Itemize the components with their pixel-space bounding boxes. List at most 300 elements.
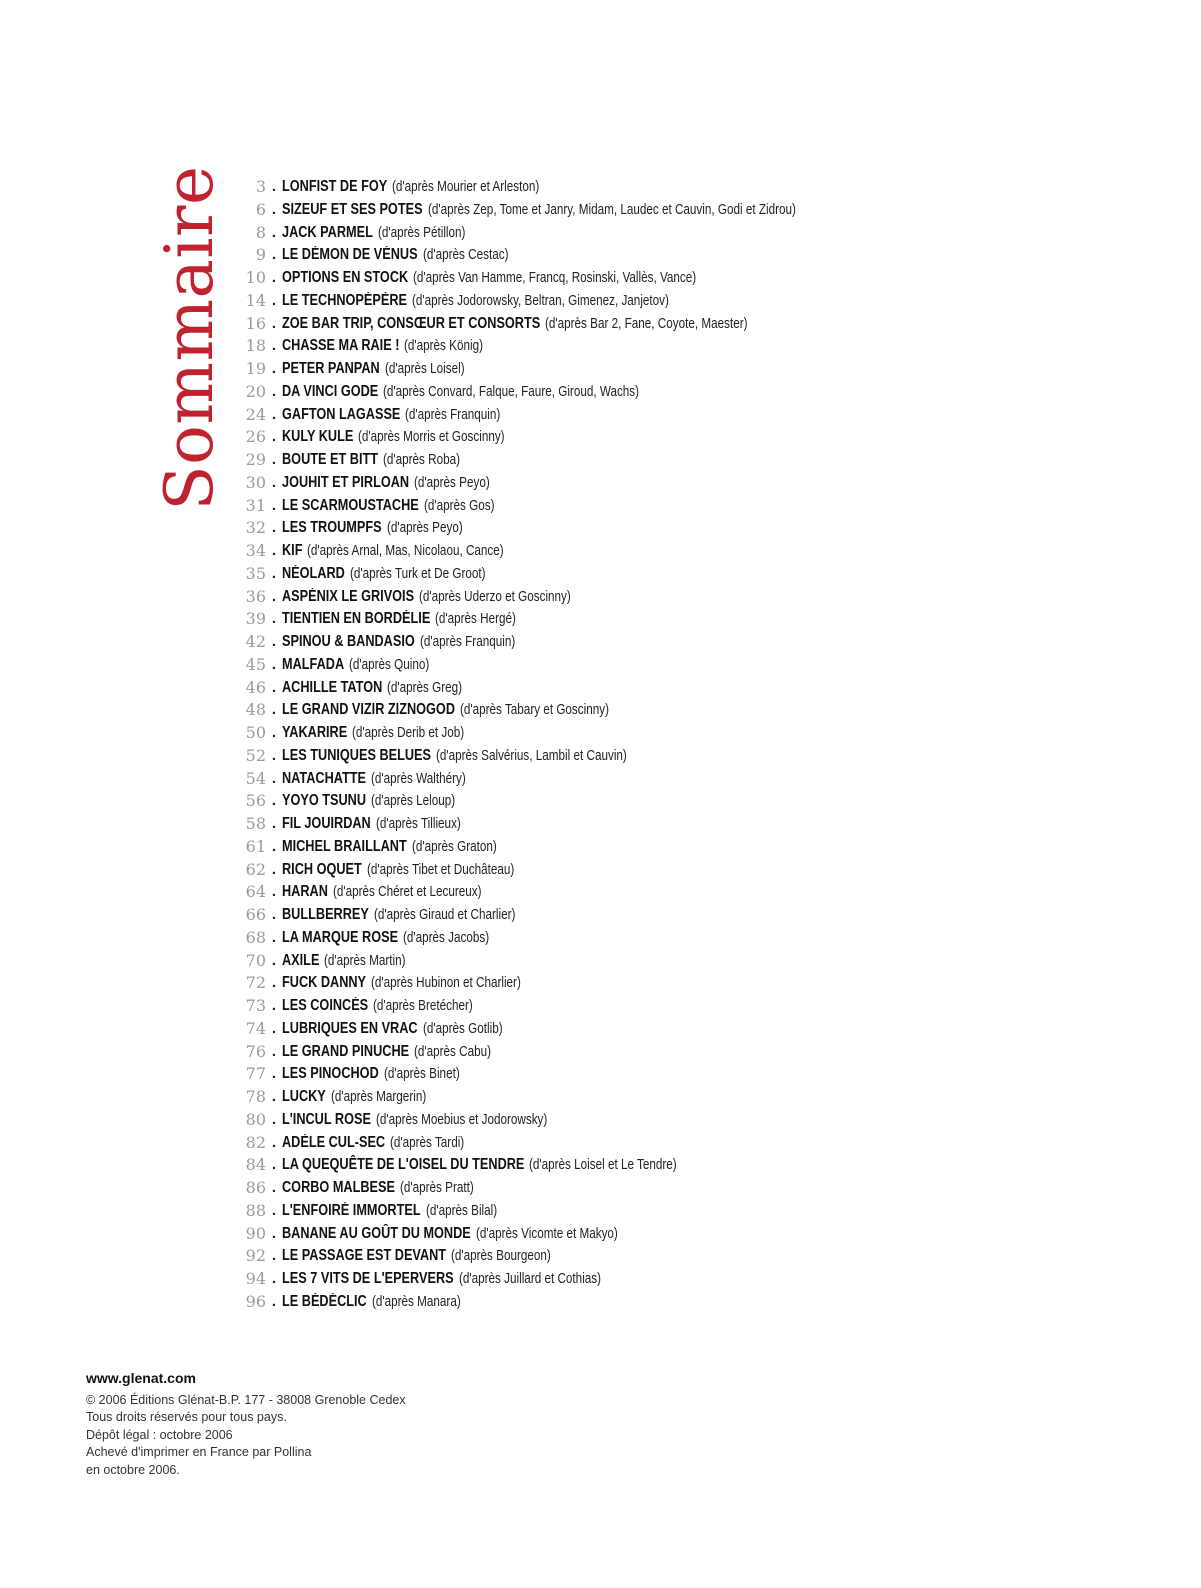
toc-text	[282, 768, 493, 791]
toc-text	[282, 995, 501, 1018]
toc-text	[282, 267, 776, 290]
toc-text	[282, 563, 524, 586]
toc-entry	[238, 995, 1138, 1018]
toc-entry	[238, 1109, 1138, 1132]
toc-credit: (d'après Chéret et Lecureux)	[332, 883, 482, 901]
toc-text	[282, 199, 899, 222]
toc-page-number: 48	[245, 700, 266, 720]
colophon-line: © 2006 Éditions Glénat-B.P. 177 - 38008 Grenoble Cedex	[86, 1392, 406, 1407]
toc-separator: .	[271, 1247, 277, 1265]
toc-credit: (d'après Jacobs)	[403, 928, 490, 946]
toc-credit: (d'après Cabu)	[414, 1042, 492, 1060]
toc-text	[282, 972, 563, 995]
toc-credit: (d'après Tardi)	[390, 1133, 465, 1151]
toc-page-number: 70	[245, 950, 266, 970]
toc-credit: (d'après Hubinon et Charlier)	[371, 974, 521, 992]
toc-entry	[238, 1132, 1138, 1155]
toc-text	[282, 790, 479, 813]
toc-separator: .	[271, 1042, 277, 1060]
toc-text	[282, 1109, 596, 1132]
toc-page-number: 45	[245, 654, 266, 674]
toc-separator: .	[271, 291, 277, 309]
toc-separator: .	[271, 792, 277, 810]
toc-entry	[238, 699, 1138, 722]
toc-credit: (d'après Loisel)	[384, 360, 465, 377]
toc-credit: (d'après Greg)	[387, 678, 463, 696]
toc-entry	[238, 176, 1138, 199]
toc-entry	[238, 631, 1138, 654]
toc-entry	[238, 1268, 1138, 1291]
toc-credit: (d'après Gotlib)	[422, 1019, 503, 1037]
toc-entry	[238, 472, 1138, 495]
toc-entry	[238, 677, 1138, 700]
toc-separator: .	[271, 496, 277, 514]
toc-entry	[238, 972, 1138, 995]
toc-title: L'INCUL ROSE	[282, 1110, 371, 1128]
toc-entry	[238, 1063, 1138, 1086]
toc-separator: .	[271, 1270, 277, 1287]
toc-entry	[238, 904, 1138, 927]
toc-separator: .	[271, 1179, 277, 1196]
toc-entry	[238, 813, 1138, 836]
toc-entry	[238, 1291, 1138, 1314]
toc-separator: .	[271, 1133, 277, 1151]
toc-credit: (d'après Franquin)	[405, 405, 501, 423]
toc-entry	[238, 1177, 1138, 1200]
toc-separator: .	[271, 1088, 277, 1105]
toc-entry	[238, 927, 1138, 950]
toc-entry	[238, 358, 1138, 381]
toc-page-number: 50	[245, 723, 266, 742]
toc-text	[282, 222, 490, 245]
toc-title: KIF	[282, 542, 303, 559]
toc-separator: .	[271, 860, 277, 878]
toc-page-number: 26	[245, 427, 266, 447]
toc-page-number: 31	[245, 495, 266, 515]
toc-entry	[238, 1154, 1138, 1177]
toc-entry	[238, 654, 1138, 677]
toc-text	[282, 859, 556, 882]
toc-title: RICH OQUET	[282, 860, 362, 878]
toc-separator: .	[271, 587, 277, 605]
toc-page-number: 84	[245, 1155, 266, 1175]
toc-page-number: 32	[245, 518, 266, 538]
colophon	[86, 1370, 586, 1479]
toc-credit: (d'après Loisel et Le Tendre)	[529, 1156, 678, 1174]
toc-entry	[238, 950, 1138, 973]
toc-page-number: 8	[255, 222, 266, 242]
toc-text	[282, 1223, 658, 1246]
toc-text	[282, 335, 506, 358]
toc-entry	[238, 608, 1138, 631]
toc-credit: (d'après Jodorowsky, Beltran, Gimenez, Janjetov)	[412, 291, 669, 309]
toc-text	[282, 1018, 525, 1041]
toc-credit: (d'après Binet)	[383, 1065, 460, 1083]
toc-credit: (d'après Franquin)	[419, 633, 515, 650]
toc-page-number: 19	[245, 359, 266, 378]
toc-separator: .	[271, 610, 277, 628]
toc-page-number: 3	[255, 177, 266, 196]
toc-separator: .	[271, 928, 277, 946]
toc-entry	[238, 517, 1138, 540]
toc-text	[282, 426, 546, 449]
toc-credit: (d'après Van Hamme, Francq, Rosinski, Vallès, Vance)	[413, 269, 697, 286]
toc-title: HARAN	[282, 883, 328, 901]
toc-title: LA MARQUE ROSE	[282, 928, 399, 946]
toc-page-number: 30	[245, 472, 266, 492]
toc-separator: .	[271, 473, 277, 491]
toc-separator: .	[271, 883, 277, 901]
toc-credit: (d'après Morris et Goscinny)	[358, 428, 505, 446]
toc-separator: .	[271, 746, 277, 764]
toc-title: YAKARIRE	[282, 724, 348, 741]
toc-text	[282, 1245, 579, 1268]
toc-separator: .	[271, 724, 277, 741]
toc-separator: .	[271, 678, 277, 696]
toc-page-number: 86	[245, 1178, 266, 1197]
toc-credit: (d'après Juillard et Cothias)	[458, 1270, 601, 1287]
toc-title: BULLBERREY	[282, 906, 369, 923]
toc-separator: .	[271, 997, 277, 1014]
toc-title: TIENTIEN EN BORDÉLIE	[282, 610, 431, 628]
toc-text	[282, 813, 485, 836]
toc-text	[282, 950, 429, 973]
toc-page-number: 42	[245, 632, 266, 651]
toc-title: CORBO MALBESE	[282, 1179, 395, 1196]
toc-entry	[238, 859, 1138, 882]
toc-page-number: 96	[245, 1291, 266, 1311]
toc-page-number: 68	[245, 927, 266, 947]
toc-title: SIZEUF ET SES POTES	[282, 200, 423, 218]
toc-title: LUBRIQUES EN VRAC	[282, 1019, 418, 1037]
toc-text	[282, 381, 712, 404]
toc-separator: .	[271, 178, 277, 195]
toc-separator: .	[271, 428, 277, 446]
toc-entry	[238, 222, 1138, 245]
toc-page-number: 62	[245, 859, 266, 879]
toc-page-number: 14	[245, 290, 266, 310]
toc-page-number: 10	[245, 268, 266, 287]
toc-separator: .	[271, 701, 277, 719]
toc-title: LES 7 VITS DE L'EPERVERS	[282, 1270, 454, 1287]
toc-page-number: 82	[245, 1132, 266, 1152]
toc-page-number: 72	[245, 973, 266, 993]
toc-entry	[238, 335, 1138, 358]
toc-text	[282, 1086, 453, 1109]
toc-separator: .	[271, 633, 277, 650]
toc-credit: (d'après Bilal)	[425, 1201, 497, 1219]
toc-separator: .	[271, 1224, 277, 1242]
toc-separator: .	[271, 769, 277, 787]
toc-page-number: 56	[245, 791, 266, 811]
toc-page-number: 36	[245, 586, 266, 606]
toc-page-number: 6	[255, 199, 266, 219]
toc-credit: (d'après Manara)	[371, 1292, 461, 1310]
toc-title: DA VINCI GODE	[282, 382, 379, 400]
toc-credit: (d'après Salvérius, Lambil et Cauvin)	[436, 746, 627, 764]
toc-credit: (d'après Graton)	[411, 837, 497, 855]
toc-separator: .	[271, 837, 277, 855]
toc-entry	[238, 267, 1138, 290]
toc-entry	[238, 745, 1138, 768]
toc-separator: .	[271, 1201, 277, 1219]
toc-credit: (d'après Roba)	[383, 451, 461, 468]
toc-page-number: 20	[245, 381, 266, 401]
toc-credit: (d'après Derib et Job)	[352, 724, 465, 741]
toc-title: ADÈLE CUL-SEC	[282, 1133, 386, 1151]
toc-title: ZOE BAR TRIP, CONSŒUR ET CONSORTS	[282, 314, 541, 332]
toc-credit: (d'après Peyo)	[386, 519, 463, 537]
toc-page-number: 58	[245, 814, 266, 833]
toc-text	[282, 313, 805, 336]
toc-entry	[238, 244, 1138, 267]
toc-entry	[238, 768, 1138, 791]
toc-text	[282, 1291, 485, 1314]
toc-page-number: 54	[245, 768, 266, 788]
toc-separator: .	[271, 451, 277, 468]
toc-page-number: 73	[245, 996, 266, 1015]
toc-text	[282, 290, 741, 313]
toc-page-number: 76	[245, 1041, 266, 1061]
page-title: Sommaire	[151, 165, 228, 511]
toc-page-number: 29	[245, 450, 266, 469]
toc-entry	[238, 1086, 1138, 1109]
colophon-line: en octobre 2006.	[86, 1462, 180, 1477]
toc-text	[282, 1063, 481, 1086]
toc-entry	[238, 495, 1138, 518]
toc-separator: .	[271, 314, 277, 332]
toc-entry	[238, 426, 1138, 449]
toc-page-number: 78	[245, 1087, 266, 1106]
toc-title: FIL JOUIRDAN	[282, 815, 371, 832]
toc-entry	[238, 881, 1138, 904]
toc-credit: (d'après Peyo)	[414, 473, 490, 491]
toc-separator: .	[271, 1110, 277, 1128]
toc-text	[282, 654, 452, 677]
toc-page-number: 34	[245, 541, 266, 560]
toc-title: SPINOU & BANDASIO	[282, 633, 415, 650]
toc-text	[282, 1200, 517, 1223]
publisher-website-link[interactable]: www.glenat.com	[86, 1370, 196, 1386]
toc-credit: (d'après Martin)	[324, 951, 406, 969]
toc-credit: (d'après Bourgeon)	[451, 1247, 551, 1265]
toc-title: OPTIONS EN STOCK	[282, 269, 409, 286]
toc-entry	[238, 836, 1138, 859]
toc-text	[282, 677, 484, 700]
toc-text	[282, 881, 523, 904]
toc-separator: .	[271, 246, 277, 264]
toc-title: L'ENFOIRÉ IMMORTEL	[282, 1201, 421, 1219]
toc-text	[282, 472, 511, 495]
toc-text	[282, 517, 484, 540]
toc-title: LE GRAND VIZIR ZIZNOGOD	[282, 701, 455, 719]
toc-separator: .	[271, 223, 277, 241]
toc-credit: (d'après Pétillon)	[377, 223, 466, 241]
toc-credit: (d'après Vicomte et Makyo)	[475, 1224, 618, 1242]
toc-entry	[238, 199, 1138, 222]
toc-title: ACHILLE TATON	[282, 678, 383, 696]
toc-credit: (d'après König)	[404, 337, 484, 355]
toc-credit: (d'après Zep, Tome et Janry, Midam, Laudec et Cauvin, Godi et Zidrou)	[427, 200, 796, 218]
toc-entry	[238, 790, 1138, 813]
toc-page-number: 90	[245, 1223, 266, 1243]
toc-title: LA QUEQUÊTE DE L'OISEL DU TENDRE	[282, 1156, 525, 1174]
toc-title: CHASSE MA RAIE !	[282, 337, 400, 355]
toc-credit: (d'après Mourier et Arleston)	[392, 178, 540, 195]
toc-text	[282, 176, 581, 199]
toc-title: NÉOLARD	[282, 564, 345, 582]
toc-entry	[238, 1200, 1138, 1223]
toc-separator: .	[271, 405, 277, 423]
toc-entry	[238, 1245, 1138, 1268]
colophon-line: Tous droits réservés pour tous pays.	[86, 1410, 287, 1424]
toc-text	[282, 699, 651, 722]
toc-entry	[238, 313, 1138, 336]
toc-page-number: 39	[245, 609, 266, 629]
toc-title: LE SCARMOUSTACHE	[282, 496, 419, 514]
toc-text	[282, 358, 487, 381]
toc-page-number: 88	[245, 1200, 266, 1220]
toc-credit: (d'après Arnal, Mas, Nicolaou, Cance)	[307, 542, 505, 559]
toc-entry	[238, 1018, 1138, 1041]
toc-page-number: 64	[245, 882, 266, 902]
toc-text	[282, 631, 542, 654]
toc-text	[282, 404, 527, 427]
toc-credit: (d'après Pratt)	[399, 1179, 474, 1196]
toc-credit: (d'après Turk et De Groot)	[349, 564, 486, 582]
toc-text	[282, 586, 614, 609]
toc-credit: (d'après Cestac)	[422, 246, 509, 264]
toc-text	[282, 540, 560, 563]
toc-entry	[238, 404, 1138, 427]
toc-entry	[238, 1223, 1138, 1246]
toc-entry	[238, 290, 1138, 313]
toc-title: JOUHIT ET PIRLOAN	[282, 473, 410, 491]
toc-credit: (d'après Tibet et Duchâteau)	[366, 860, 515, 878]
toc-credit: (d'après Giraud et Charlier)	[373, 906, 516, 923]
toc-entry	[238, 563, 1138, 586]
toc-page-number: 74	[245, 1018, 266, 1038]
toc-title: JACK PARMEL	[282, 223, 373, 241]
toc-title: BANANE AU GOÛT DU MONDE	[282, 1224, 471, 1242]
toc-title: LUCKY	[282, 1088, 326, 1105]
toc-credit: (d'après Bretécher)	[373, 997, 473, 1014]
toc-title: LE PASSAGE EST DEVANT	[282, 1247, 447, 1265]
toc-title: AXILE	[282, 951, 320, 969]
toc-text	[282, 1154, 719, 1177]
toc-credit: (d'après Hergé)	[435, 610, 517, 628]
toc-page-number: 46	[245, 677, 266, 697]
toc-credit: (d'après Quino)	[349, 655, 430, 673]
toc-separator: .	[271, 382, 277, 400]
toc-text	[282, 1177, 495, 1200]
toc-separator: .	[271, 269, 277, 286]
toc-entry	[238, 1041, 1138, 1064]
toc-title: LE TECHNOPÉPÈRE	[282, 291, 408, 309]
toc-page-number: 66	[245, 905, 266, 924]
toc-title: LES TROUMPFS	[282, 519, 382, 537]
toc-separator: .	[271, 974, 277, 992]
toc-credit: (d'après Margerin)	[330, 1088, 426, 1105]
toc-title: LE BÉDÉCLIC	[282, 1292, 367, 1310]
toc-page-number: 24	[245, 404, 266, 424]
toc-separator: .	[271, 542, 277, 559]
toc-entry	[238, 381, 1138, 404]
table-of-contents	[238, 176, 1138, 1314]
toc-title: MICHEL BRAILLANT	[282, 837, 407, 855]
colophon-line: Dépôt légal : octobre 2006	[86, 1427, 233, 1442]
toc-title: LES PINOCHOD	[282, 1065, 379, 1083]
toc-entry	[238, 586, 1138, 609]
toc-page-number: 18	[245, 336, 266, 356]
toc-title: YOYO TSUNU	[282, 792, 367, 810]
toc-separator: .	[271, 1156, 277, 1174]
toc-text	[282, 1268, 641, 1291]
toc-text	[282, 449, 482, 472]
toc-title: LONFIST DE FOY	[282, 178, 388, 195]
toc-credit: (d'après Tabary et Goscinny)	[459, 701, 609, 719]
toc-credit: (d'après Tillieux)	[375, 815, 461, 832]
toc-text	[282, 608, 539, 631]
toc-page-number: 94	[245, 1269, 266, 1288]
toc-credit: (d'après Convard, Falque, Faure, Giroud, Wachs)	[383, 382, 640, 400]
toc-entry	[238, 722, 1138, 745]
toc-page-number: 77	[245, 1064, 266, 1084]
toc-separator: .	[271, 815, 277, 832]
toc-separator: .	[271, 1065, 277, 1083]
toc-text	[282, 722, 496, 745]
toc-text	[282, 927, 513, 950]
toc-separator: .	[271, 200, 277, 218]
toc-separator: .	[271, 951, 277, 969]
toc-title: LE DÉMON DE VÉNUS	[282, 246, 418, 264]
toc-title: FUCK DANNY	[282, 974, 367, 992]
toc-credit: (d'après Moebius et Jodorowsky)	[375, 1110, 548, 1128]
toc-title: LES COINCÉS	[282, 997, 369, 1014]
toc-title: LE GRAND PINUCHE	[282, 1042, 410, 1060]
toc-title: GAFTON LAGASSE	[282, 405, 401, 423]
toc-text	[282, 745, 681, 768]
toc-credit: (d'après Gos)	[423, 496, 495, 514]
toc-separator: .	[271, 360, 277, 377]
toc-title: MALFADA	[282, 655, 345, 673]
toc-separator: .	[271, 519, 277, 537]
toc-page-number: 92	[245, 1246, 266, 1266]
toc-text	[282, 836, 520, 859]
toc-entry	[238, 449, 1138, 472]
toc-page-number: 9	[255, 245, 266, 265]
colophon-line: Achevé d'imprimer en France par Pollina	[86, 1445, 312, 1459]
toc-separator: .	[271, 1292, 277, 1310]
toc-text	[282, 495, 514, 518]
toc-title: PETER PANPAN	[282, 360, 380, 377]
toc-separator: .	[271, 655, 277, 673]
toc-page-number: 52	[245, 745, 266, 765]
toc-title: BOUTE ET BITT	[282, 451, 379, 468]
toc-credit: (d'après Bar 2, Fane, Coyote, Maester)	[545, 314, 748, 332]
toc-credit: (d'après Leloup)	[371, 792, 456, 810]
toc-text	[282, 244, 532, 267]
toc-credit: (d'après Uderzo et Goscinny)	[419, 587, 571, 605]
toc-page-number: 80	[245, 1109, 266, 1129]
toc-title: ASPÉNIX LE GRIVOIS	[282, 587, 415, 605]
toc-page-number: 35	[245, 563, 266, 583]
toc-credit: (d'après Walthéry)	[371, 769, 466, 787]
toc-page-number: 61	[245, 836, 266, 856]
toc-separator: .	[271, 564, 277, 582]
toc-title: NATACHATTE	[282, 769, 367, 787]
toc-title: KULY KULE	[282, 428, 354, 446]
